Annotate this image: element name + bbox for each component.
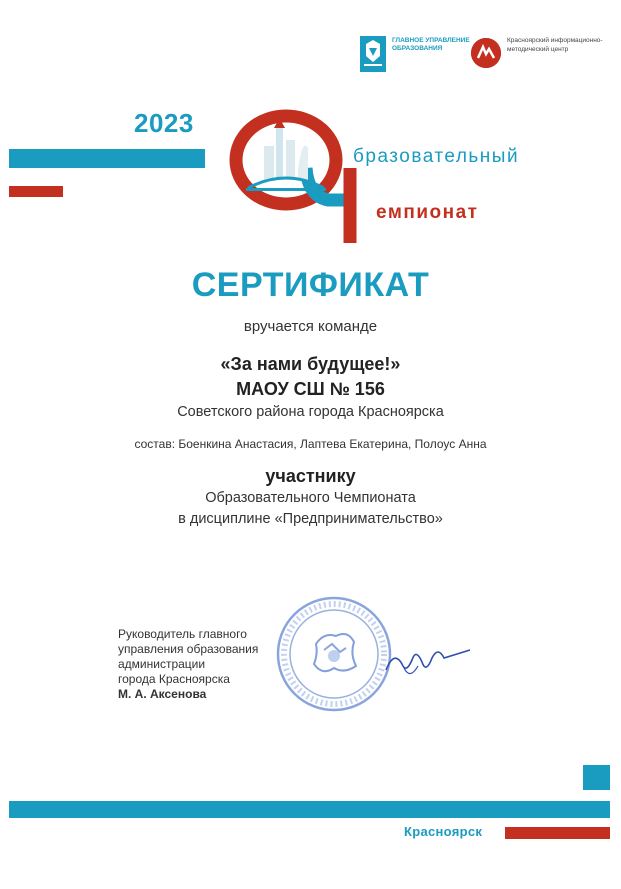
certificate-title: СЕРТИФИКАТ bbox=[191, 266, 430, 304]
year-label: 2023 bbox=[134, 108, 194, 138]
district-name: Советского района города Красноярска bbox=[177, 404, 444, 420]
signature-title-line4: города Красноярска bbox=[118, 672, 230, 686]
school-name: МАОУ СШ № 156 bbox=[236, 379, 385, 399]
participant-role: участнику bbox=[265, 466, 356, 486]
awarded-to-label: вручается команде bbox=[243, 318, 378, 335]
championship-emblem-icon bbox=[228, 108, 368, 248]
decorative-bar-blue bbox=[9, 149, 205, 168]
emblem-word-championship: емпионат bbox=[376, 202, 479, 223]
education-department-logo-icon bbox=[360, 36, 386, 72]
emblem-word-educational: бразовательный bbox=[353, 146, 520, 167]
footer-city: Красноярск bbox=[404, 824, 483, 839]
info-center-logo-icon bbox=[471, 38, 501, 68]
signatory-name: М. А. Аксенова bbox=[118, 687, 207, 701]
footer-bar-red bbox=[505, 827, 610, 839]
signature-title-line2: управления образования bbox=[118, 642, 259, 656]
official-stamp-icon bbox=[274, 594, 394, 714]
handwritten-signature-icon bbox=[382, 640, 472, 685]
team-members: состав: Боенкина Анастасия, Лаптева Екатерина, Полоус Анна bbox=[134, 437, 487, 451]
team-name: «За нами будущее!» bbox=[220, 354, 401, 374]
signature-title-line3: администрации bbox=[118, 657, 206, 671]
discipline-name: в дисциплине «Предпринимательство» bbox=[178, 511, 443, 527]
info-center-logo-text: Красноярский информационно-методический центр bbox=[507, 37, 603, 53]
footer-bar-blue bbox=[9, 801, 610, 818]
signature-block bbox=[118, 627, 288, 702]
championship-name: Образовательного Чемпионата bbox=[205, 490, 416, 506]
signature-title-line1: Руководитель главного bbox=[118, 627, 247, 641]
education-department-logo-text: ГЛАВНОЕ УПРАВЛЕНИЕ ОБРАЗОВАНИЯ bbox=[392, 37, 470, 52]
decorative-bar-red bbox=[9, 186, 63, 197]
decorative-square-blue bbox=[583, 765, 610, 790]
